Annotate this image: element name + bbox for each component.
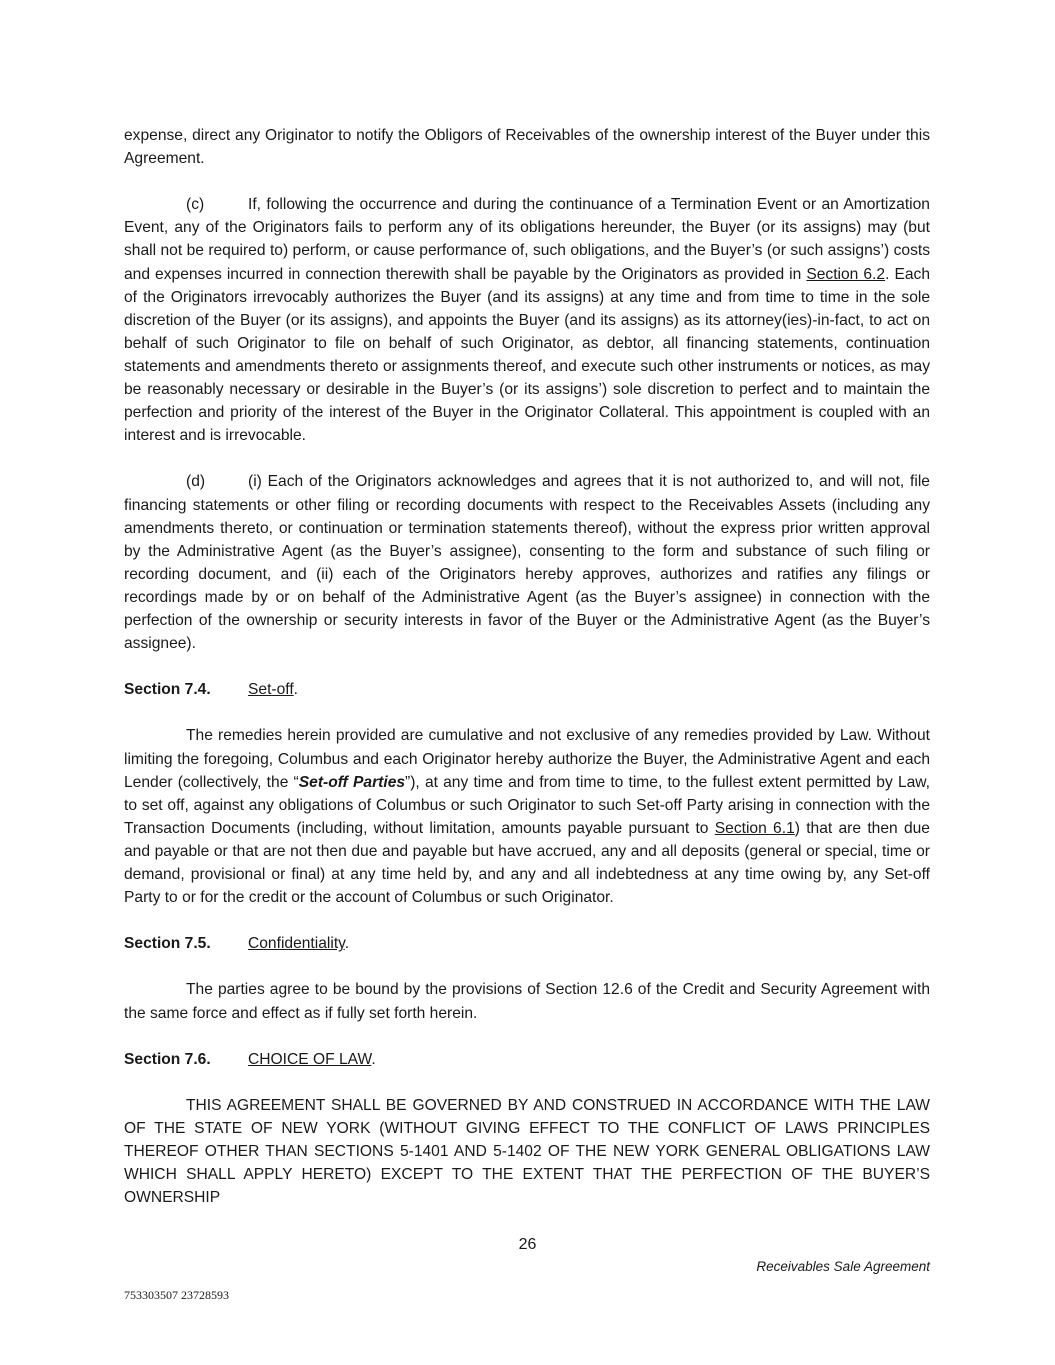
- paragraph-text: (i) Each of the Originators acknowledges and agrees that it is not authorized to, and will not, file financing statements or other filing or recording documents with respect to the Receivables Assets (including any amendments thereto, or continuation or termination statements thereof), without the express prior written approval by the Administrative Agent (as the Buyer’s assignee), consenting to the form and substance of such filing or recording document, and (ii) each of the Originators hereby approves, authorizes and ratifies any filings or recordings made by or on behalf of the Administrative Agent (as the Buyer’s assignee) in connection with the perfection of the ownership or security interests in favor of the Buyer or the Administrative Agent (as the Buyer’s assignee).: [124, 473, 930, 653]
- section-title: CHOICE OF LAW: [248, 1050, 372, 1068]
- paragraph-d: [124, 470, 930, 655]
- document-id: 753303507 23728593: [124, 1288, 229, 1302]
- paragraph-7-5: [124, 978, 930, 1024]
- section-title: Set-off: [248, 681, 294, 699]
- heading-period: .: [293, 681, 298, 699]
- paragraph-text: expense, direct any Originator to notify the Obligors of Receivables of the ownership interest of the Buyer under this Agreement.: [124, 127, 930, 168]
- paragraph-text: The remedies herein provided are cumulative and not exclusive of any remedies provided by Law. Without limiting the foregoing, Columbus and each Originator hereby authorize the Buyer, the Administrative Agent and each Lender (collectively, the “: [124, 727, 930, 791]
- section-heading-7-5: [124, 932, 930, 955]
- paragraph-text: ) that are then due and payable or that are not then due and payable but have accrued, any and all deposits (general or special, time or demand, provisional or final) at any time held by, and any and all indebtedness at any time owing by, any Set-off Party to or for the credit or the account of Columbus or such Originator.: [124, 819, 930, 907]
- page-body: [124, 124, 930, 1233]
- section-heading-7-4: [124, 678, 930, 701]
- section-number: Section 7.6.: [124, 1050, 211, 1068]
- paragraph-text: ”), at any time and from time to time, to the fullest extent permitted by Law, to set off, against any obligations of Columbus or such Originator to such Set-off Party arising in connection with the Transaction Documents (including, without limitation, amounts payable pursuant to: [124, 773, 931, 837]
- page-number: 26: [518, 1236, 537, 1253]
- footer-document-title: Receivables Sale Agreement: [756, 1259, 930, 1274]
- paragraph-text: The parties agree to be bound by the provisions of Section 12.6 of the Credit and Security Agreement with the same force and effect as if fully set forth herein.: [124, 981, 930, 1022]
- heading-period: .: [344, 935, 350, 953]
- paragraph-7-6: [124, 1094, 930, 1209]
- defined-term: Set-off Parties: [298, 773, 406, 791]
- section-reference-6-1: Section 6.1: [714, 819, 795, 837]
- subsection-label: (d): [186, 473, 206, 491]
- section-heading-7-6: [124, 1048, 930, 1071]
- paragraph-7-4: [124, 724, 930, 909]
- section-number: Section 7.5.: [124, 935, 211, 953]
- subsection-label: (c): [186, 196, 205, 214]
- paragraph-text: THIS AGREEMENT SHALL BE GOVERNED BY AND CONSTRUED IN ACCORDANCE WITH THE LAW OF THE STATE OF NEW YORK (WITHOUT GIVING EFFECT TO THE CONFLICT OF LAWS PRINCIPLES THEREOF OTHER THAN SECTIONS 5-1401 AND 5-1402 OF THE NEW YORK GENERAL OBLIGATIONS LAW WHICH SHALL APPLY HERETO) EXCEPT TO THE EXTENT THAT THE PERFECTION OF THE BUYER’S OWNERSHIP: [124, 1096, 930, 1207]
- paragraph-text: . Each of the Originators irrevocably authorizes the Buyer (and its assigns) at any time and from time to time in the sole discretion of the Buyer (or its assigns), and appoints the Buyer (and its assigns) as its attorney(ies)-in-fact, to act on behalf of such Originator to file on behalf of such Originator, as debtor, all financing statements, continuation statements and amendments thereto or assignments thereof, and execute such other instruments or notices, as may be reasonably necessary or desirable in the Buyer’s (or its assigns’) sole discretion to perfect and to maintain the perfection and priority of the interest of the Buyer in the Originator Collateral. This appointment is coupled with an interest and is irrevocable.: [124, 265, 930, 445]
- section-number: Section 7.4.: [124, 681, 211, 699]
- paragraph-c: [124, 193, 930, 447]
- section-title: Confidentiality: [248, 935, 345, 953]
- paragraph-intro: [124, 124, 930, 170]
- section-reference-6-2: Section 6.2: [806, 265, 886, 283]
- paragraph-text: If, following the occurrence and during the continuance of a Termination Event or an Amortization Event, any of the Originators fails to perform any of its obligations hereunder, the Buyer (or its assigns) may (but shall not be required to) perform, or cause performance of, such obligations, and the Buyer’s (or such assigns’) costs and expenses incurred in connection therewith shall be payable by the Originators as provided in: [124, 196, 930, 283]
- heading-period: .: [371, 1050, 376, 1068]
